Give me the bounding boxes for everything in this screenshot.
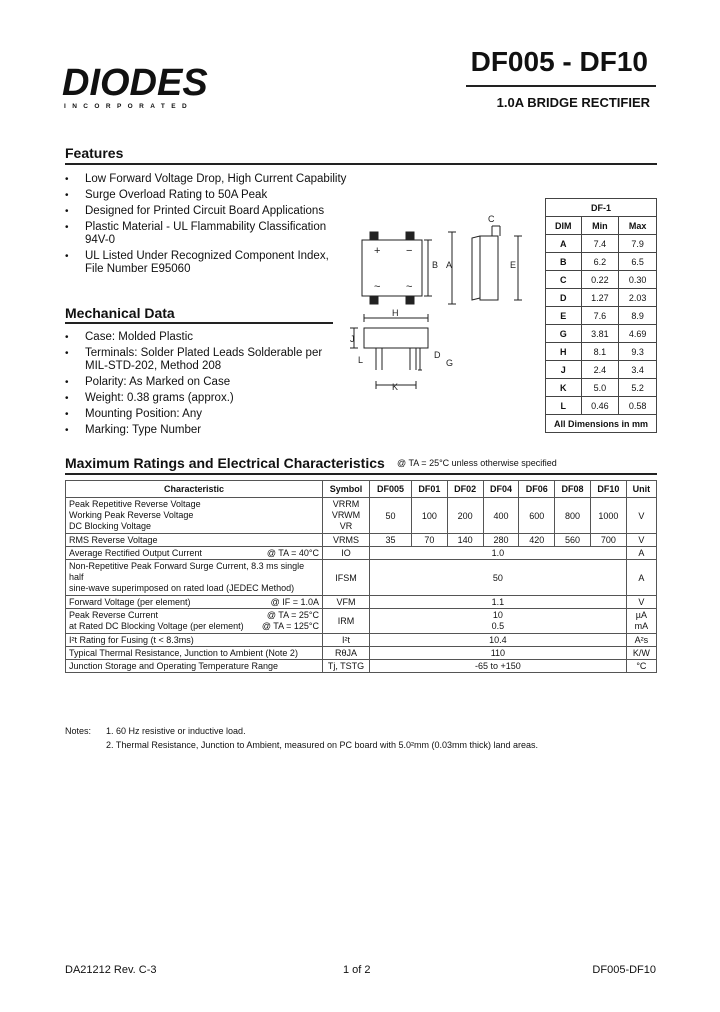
table-row: Typical Thermal Resistance, Junction to Ambient (Note 2) RθJA 110 K/W [66, 647, 657, 660]
features-rule [65, 163, 657, 165]
table-header: DIM [546, 217, 582, 235]
table-header: Max [619, 217, 657, 235]
package-name: DF-1 [546, 199, 657, 217]
package-body-front-view [364, 328, 428, 348]
table-row: Non-Repetitive Peak Forward Surge Current, 8.3 ms single half sine-wave superimposed on rated load (JEDEC Method) IFSM 50 A [66, 560, 657, 596]
mechanical-rule [65, 322, 333, 324]
notes-label: Notes: [65, 726, 92, 736]
table-header: Min [581, 217, 619, 235]
list-item: • Terminals: Solder Plated Leads Solderable per MIL-STD-202, Method 208 [65, 347, 345, 373]
table-header: DF02 [447, 481, 483, 498]
list-item: • Marking: Type Number [65, 424, 345, 437]
dim-label-l: L [358, 355, 364, 365]
lead-pin [406, 232, 414, 240]
package-body-side-view [480, 236, 498, 300]
dim-label-d: D [434, 350, 441, 360]
lead-pin [370, 232, 378, 240]
dim-label-a: A [446, 260, 453, 270]
ratings-rule [65, 473, 657, 475]
table-row: G 3.81 4.69 [546, 325, 657, 343]
table-row: C 0.22 0.30 [546, 271, 657, 289]
dim-label-h: H [392, 308, 399, 318]
mechanical-heading: Mechanical Data [65, 305, 175, 321]
package-outline-diagram [340, 210, 530, 400]
mechanical-list [65, 331, 345, 440]
features-list [65, 173, 350, 279]
table-row: Forward Voltage (per element) @ IF = 1.0A VFM 1.1 V [66, 596, 657, 609]
diodes-logo [62, 64, 227, 117]
ratings-heading: Maximum Ratings and Electrical Characteristics [65, 455, 385, 471]
package-body-top-view [362, 240, 422, 296]
list-item: • Low Forward Voltage Drop, High Current Capability [65, 173, 350, 186]
dim-label-e: E [510, 260, 517, 270]
page-subtitle: 1.0A BRIDGE RECTIFIER [496, 95, 650, 110]
dimensions-table [545, 198, 657, 433]
dim-label-b: B [432, 260, 439, 270]
table-row: I²t Rating for Fusing (t < 8.3ms) I²t 10.4 A²s [66, 634, 657, 647]
table-header: Characteristic [66, 481, 323, 498]
list-item: • Surge Overload Rating to 50A Peak [65, 189, 350, 202]
list-item: • UL Listed Under Recognized Component Index, File Number E95060 [65, 250, 350, 276]
ratings-condition: @ TA = 25°C unless otherwise specified [397, 458, 557, 468]
ac-terminal-mark: ~ [374, 281, 381, 293]
dimensions-note: All Dimensions in mm [546, 415, 657, 433]
ratings-table [65, 480, 657, 673]
title-divider [466, 85, 656, 87]
minus-terminal-mark: − [406, 245, 413, 257]
page-title: DF005 - DF10 [470, 46, 648, 77]
table-header: Unit [626, 481, 656, 498]
table-row: Peak Repetitive Reverse Voltage Working Peak Reverse Voltage DC Blocking Voltage VRRM VRWM VR 50 100 200 400 600 800 1000 V [66, 498, 657, 534]
footer-part-number: DF005-DF10 [592, 964, 656, 976]
table-row: D 1.27 2.03 [546, 289, 657, 307]
list-item: • Weight: 0.38 grams (approx.) [65, 392, 345, 405]
table-row: E 7.6 8.9 [546, 307, 657, 325]
plus-terminal-mark: + [374, 245, 381, 257]
table-header: DF10 [590, 481, 626, 498]
dim-label-c: C [488, 214, 495, 224]
dim-label-g: G [446, 358, 454, 368]
table-row: B 6.2 6.5 [546, 253, 657, 271]
list-item: • Case: Molded Plastic [65, 331, 345, 344]
ac-terminal-mark: ~ [406, 281, 413, 293]
features-heading: Features [65, 145, 124, 161]
dim-label-k: K [392, 382, 399, 392]
dim-label-j: J [350, 334, 355, 344]
logo-tagline: INCORPORATED [64, 103, 194, 110]
table-row: RMS Reverse Voltage VRMS 35 70 140 280 420 560 700 V [66, 534, 657, 547]
table-row: H 8.1 9.3 [546, 343, 657, 361]
note-item: 1. 60 Hz resistive or inductive load. [106, 726, 246, 736]
footer-doc-number: DA21212 Rev. C-3 [65, 964, 157, 976]
table-header: DF04 [483, 481, 519, 498]
table-header: DF06 [519, 481, 555, 498]
table-header: Symbol [323, 481, 370, 498]
note-item: 2. Thermal Resistance, Junction to Ambient, measured on PC board with 5.0²mm (0.03mm thick) land areas. [106, 740, 539, 750]
list-item: • Designed for Printed Circuit Board Applications [65, 205, 350, 218]
table-header: DF08 [555, 481, 591, 498]
list-item: • Plastic Material - UL Flammability Classification 94V-0 [65, 221, 350, 247]
table-row: Peak Reverse Current @ TA = 25°C at Rated DC Blocking Voltage (per element) @ TA = 125°C IRM 10 0.5 µA mA [66, 609, 657, 634]
table-row: A 7.4 7.9 [546, 235, 657, 253]
list-item: • Polarity: As Marked on Case [65, 376, 345, 389]
lead-pin [406, 296, 414, 304]
table-row: Average Rectified Output Current @ TA = 40°C IO 1.0 A [66, 547, 657, 560]
logo-text: DIODES [62, 64, 208, 104]
table-row: K 5.0 5.2 [546, 379, 657, 397]
lead-pin [370, 296, 378, 304]
table-row: L 0.46 0.58 [546, 397, 657, 415]
table-row: J 2.4 3.4 [546, 361, 657, 379]
footer-page-number: 1 of 2 [343, 964, 371, 976]
table-header: DF01 [411, 481, 447, 498]
table-row: Junction Storage and Operating Temperature Range Tj, TSTG -65 to +150 °C [66, 660, 657, 673]
list-item: • Mounting Position: Any [65, 408, 345, 421]
table-header: DF005 [370, 481, 412, 498]
